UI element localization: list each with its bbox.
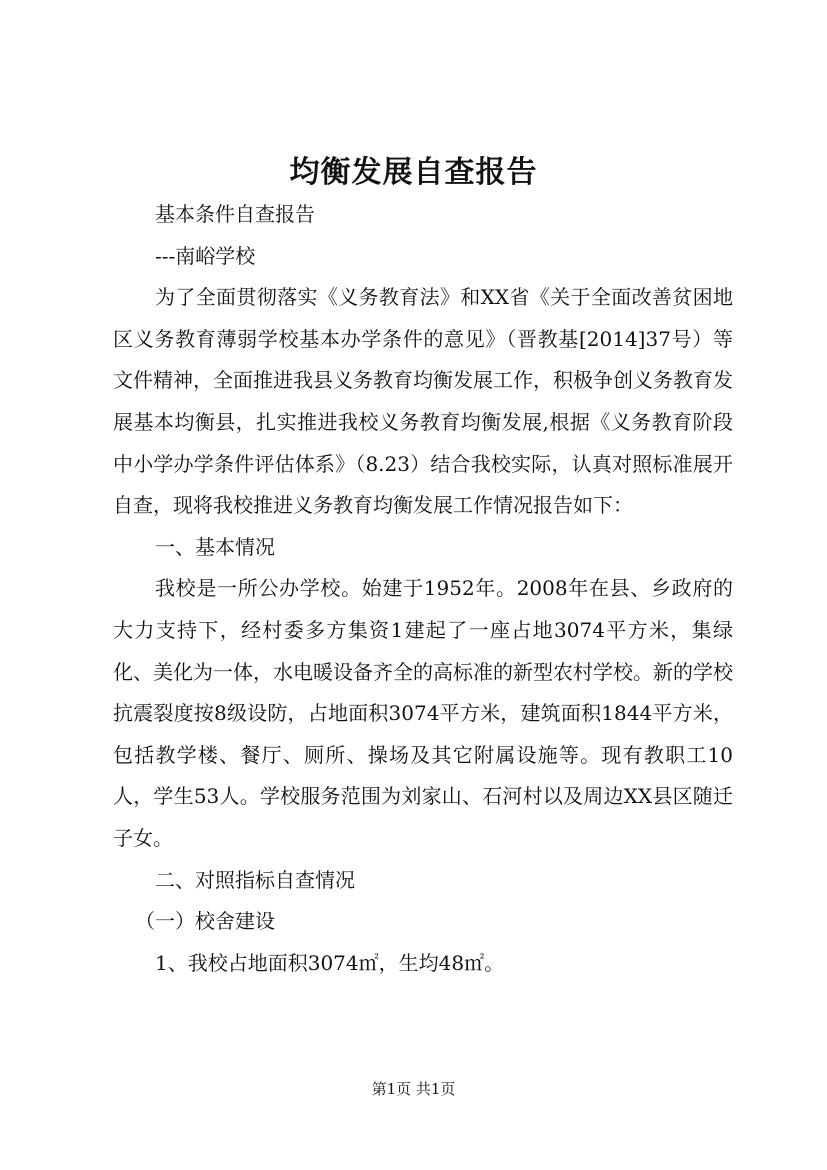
basic-info-paragraph: 我校是一所公办学校。始建于1952年。2008年在县、乡政府的大力支持下，经村委多方集资1建起了一座占地3074平方米，集绿化、美化为一体，水电暖设备齐全的高标准的新型农村学校。新的学校抗震裂度按8级设防，占地面积3074平方米，建筑面积1844平方米，包括教学楼、餐厅、厕所、操场及其它附属设施等。现有教职工10人，学生53人。学校服务范围为刘家山、石河村以及周边XX县区随迁子女。 xyxy=(113,576,733,850)
document-body xyxy=(113,194,733,984)
school-name-paragraph: ---南峪学校 xyxy=(155,243,256,268)
document-title: 均衡发展自查报告 xyxy=(289,155,538,190)
section-heading-basic: 一、基本情况 xyxy=(155,534,275,559)
page-footer: 第1页 共1页 xyxy=(371,1080,456,1098)
subtitle-paragraph: 基本条件自查报告 xyxy=(155,202,315,226)
area-paragraph: 1、我校占地面积3074㎡，生均48㎡。 xyxy=(155,950,505,975)
section-heading-check: 二、对照指标自查情况 xyxy=(155,867,355,892)
subsection-heading-buildings: （一）校舍建设 xyxy=(135,909,275,934)
intro-paragraph: 为了全面贯彻落实《义务教育法》和XX省《关于全面改善贫困地区义务教育薄弱学校基本办学条件的意见》（晋教基[2014]37号）等文件精神，全面推进我县义务教育均衡发展工作，积极争创义务教育发展基本均衡县，扎实推进我校义务教育均衡发展,根据《义务教育阶段中小学办学条件评估体系》（8.23）结合我校实际，认真对照标准展开自查，现将我校推进义务教育均衡发展工作情况报告如下： xyxy=(113,285,733,518)
